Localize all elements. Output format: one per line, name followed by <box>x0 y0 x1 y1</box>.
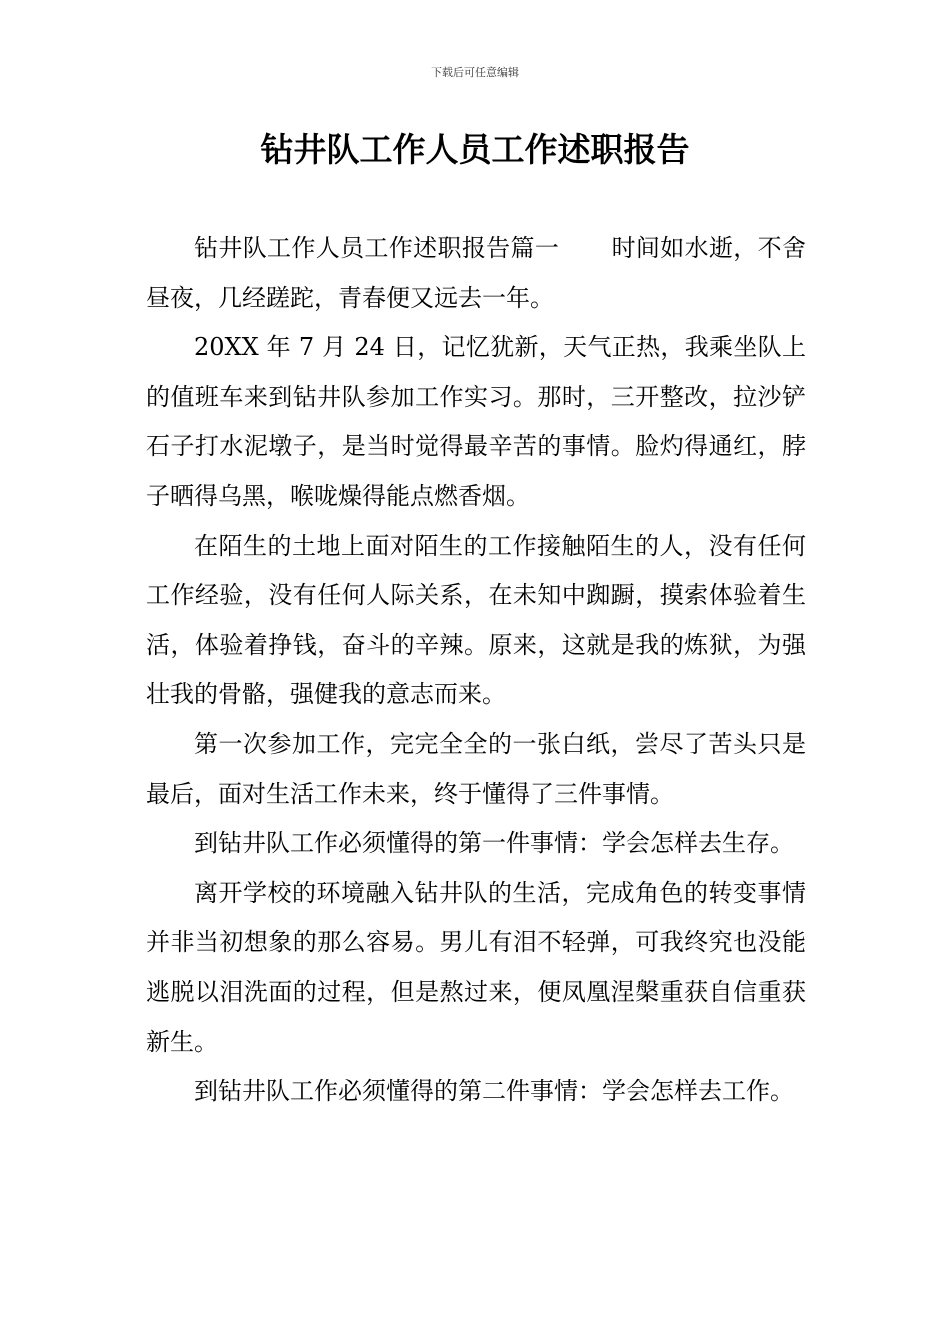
page-title: 钻井队工作人员工作述职报告 <box>260 130 690 169</box>
intro-heading: 钻井队工作人员工作述职报告篇一 <box>194 234 560 262</box>
intro-paragraph <box>146 224 806 323</box>
paragraph-5: 离开学校的环境融入钻井队的生活，完成角色的转变事情并非当初想象的那么容易。男儿有泪不轻弹，可我终究也没能逃脱以泪洗面的过程，但是熬过来，便凤凰涅槃重获自信重获新生。 <box>146 878 806 1056</box>
paragraph-2: 在陌生的土地上面对陌生的工作接触陌生的人，没有任何工作经验，没有任何人际关系，在未知中踟蹰，摸索体验着生活，体验着挣钱，奋斗的辛辣。原来，这就是我的炼狱，为强壮我的骨骼，强健我的意志而来。 <box>146 531 806 709</box>
paragraph-3: 第一次参加工作，完完全全的一张白纸，尝尽了苦头只是最后，面对生活工作未来，终于懂得了三件事情。 <box>146 729 806 808</box>
intro-text: 时间如水逝，不舍昼夜，几经蹉跎，青春便又远去一年。 <box>146 234 807 312</box>
paragraph-1: 20XX 年 7 月 24 日，记忆犹新，天气正热，我乘坐队上的值班车来到钻井队参加工作实习。那时，三开整改，拉沙铲石子打水泥墩子，是当时觉得最辛苦的事情。脸灼得通红，脖子晒得乌黑，喉咙燥得能点燃香烟。 <box>146 333 806 510</box>
header-note: 下载后可任意编辑 <box>431 66 519 79</box>
document-body <box>146 224 806 1117</box>
paragraph-4: 到钻井队工作必须懂得的第一件事情：学会怎样去生存。 <box>194 829 794 858</box>
paragraph-6: 到钻井队工作必须懂得的第二件事情：学会怎样去工作。 <box>194 1077 794 1106</box>
